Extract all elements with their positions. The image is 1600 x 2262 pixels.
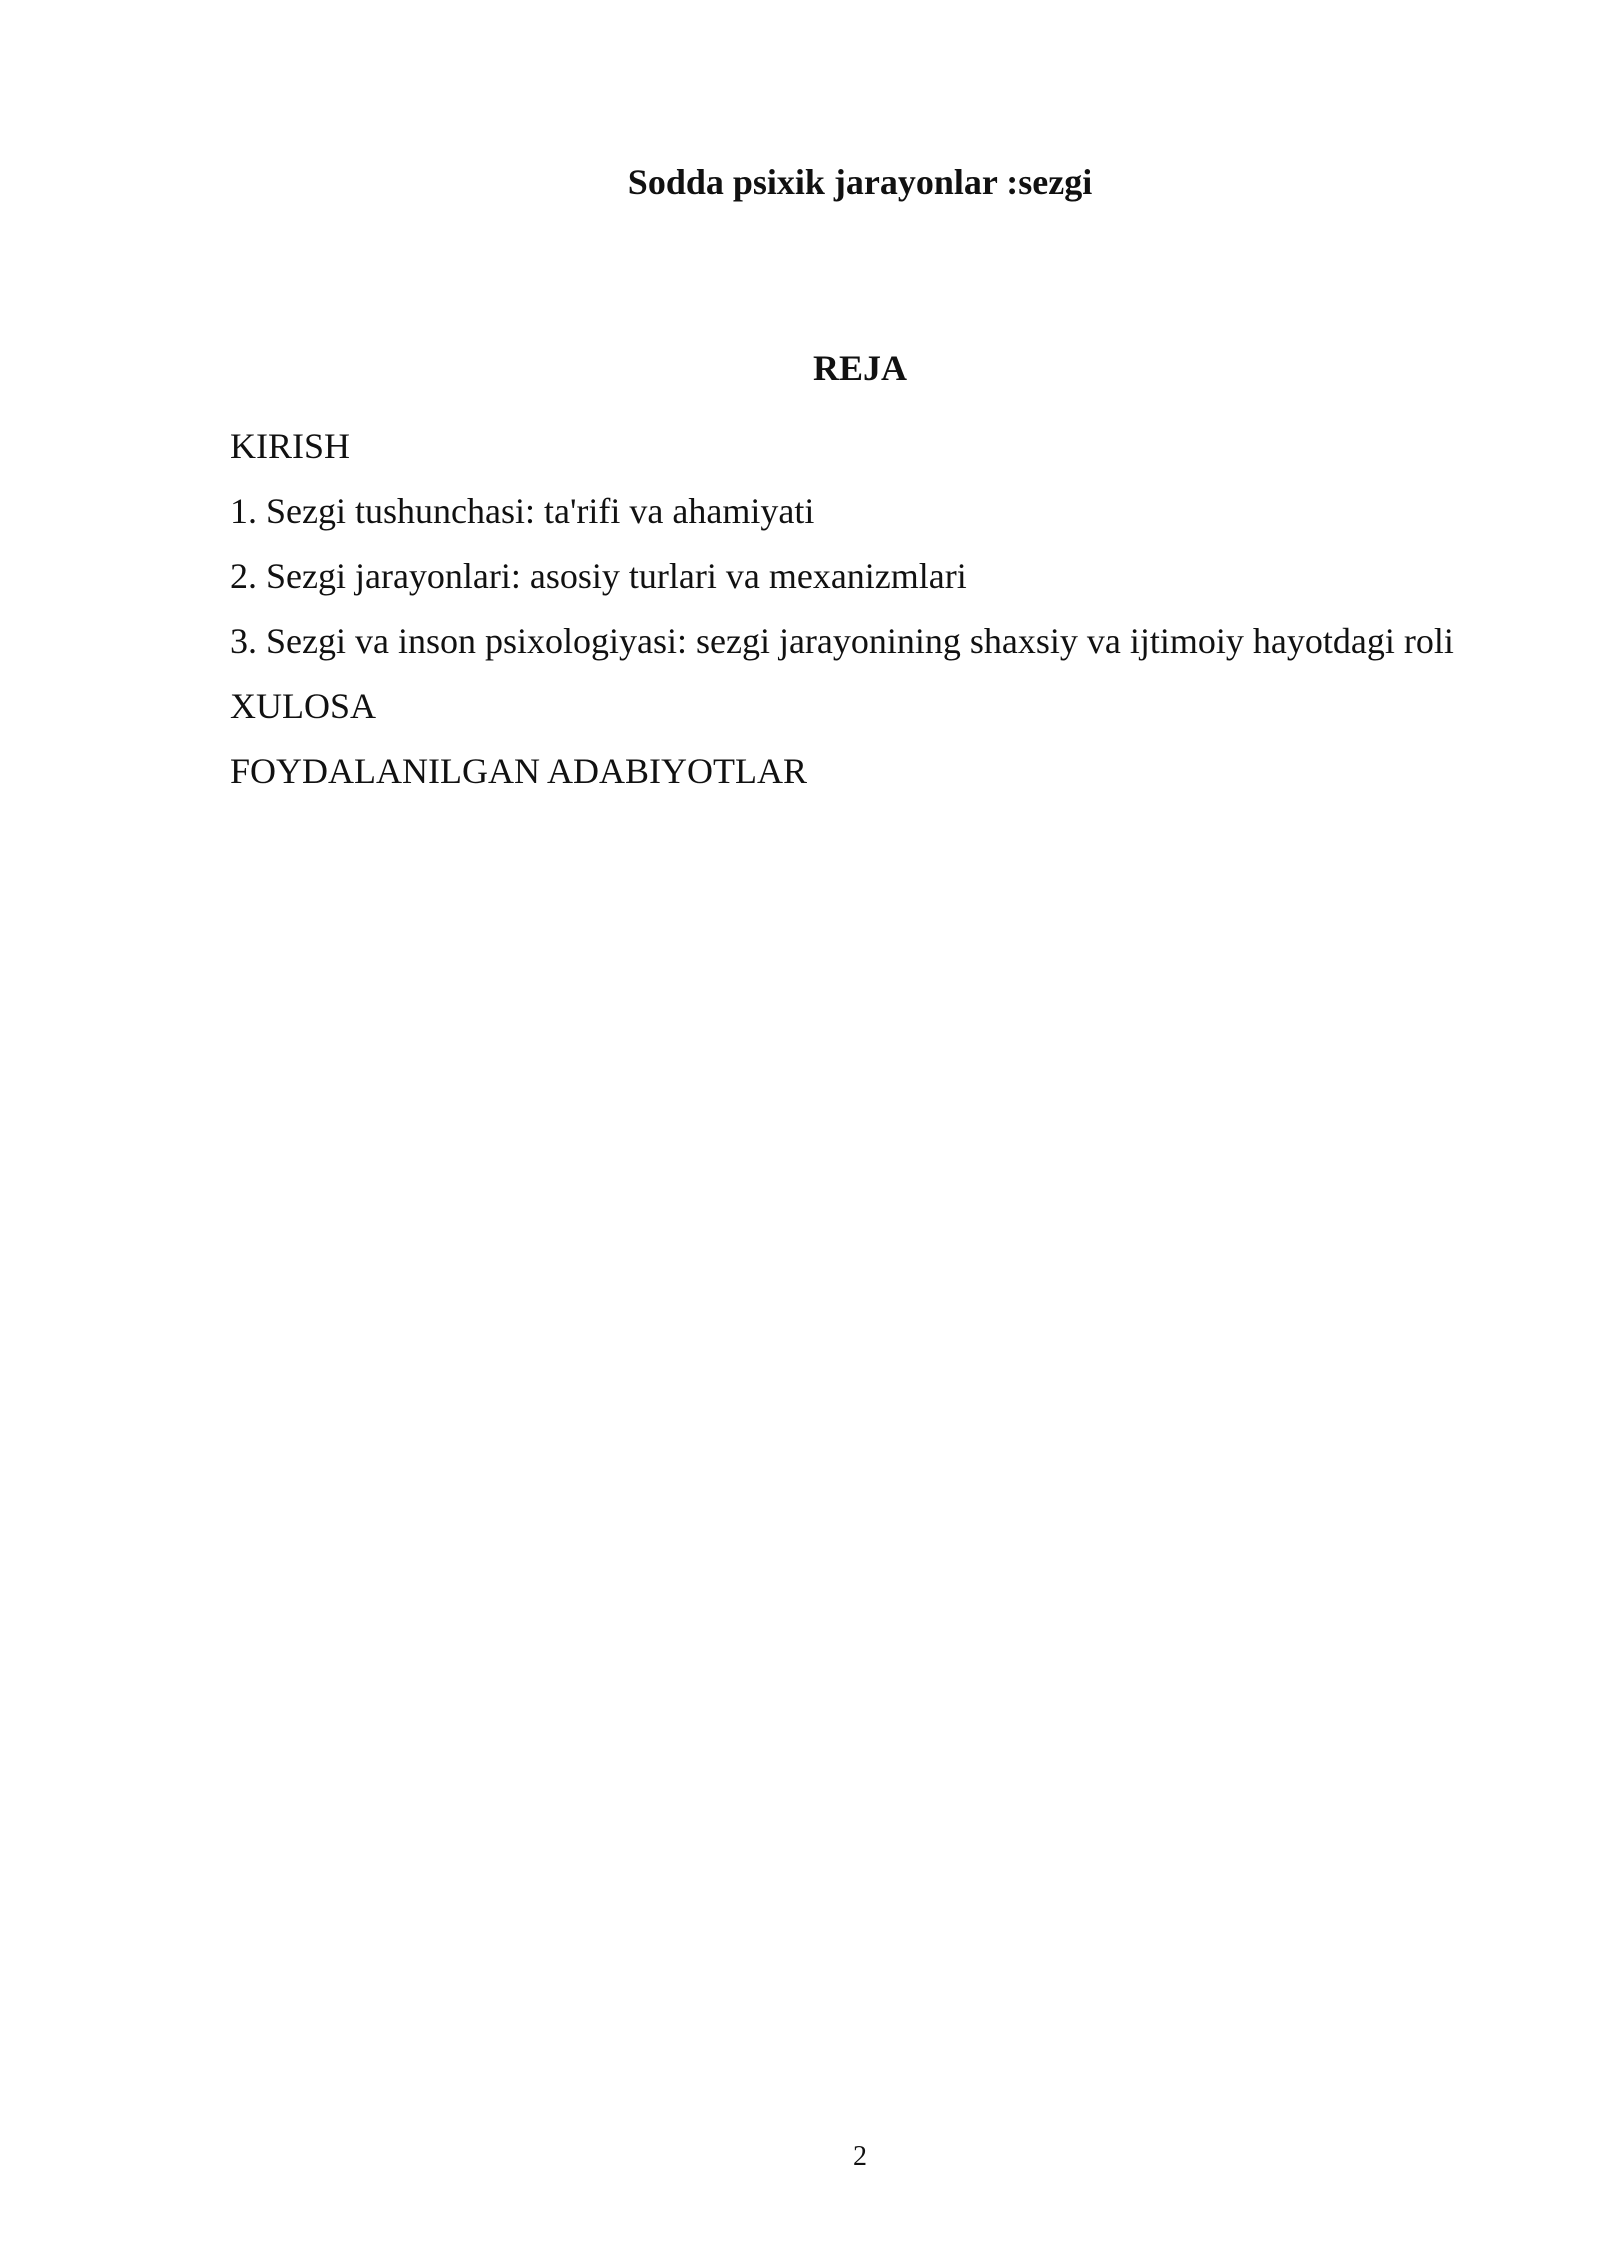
plan-heading: REJA <box>812 348 907 388</box>
plan-item-intro: KIRISH <box>230 426 351 466</box>
plan-item-3: 3. Sezgi va inson psixologiyasi: sezgi jarayonining shaxsiy va ijtimoiy hayotdagi roli <box>230 621 1454 661</box>
plan-item-2: 2. Sezgi jarayonlari: asosiy turlari va mexanizmlari <box>230 556 967 596</box>
page-number: 2 <box>853 2141 867 2172</box>
plan-item-1: 1. Sezgi tushunchasi: ta'rifi va ahamiyati <box>230 491 815 531</box>
document-title: Sodda psixik jarayonlar :sezgi <box>627 162 1093 202</box>
plan-item-conclusion: XULOSA <box>230 686 377 726</box>
plan-list <box>230 418 1470 808</box>
plan-item-references: FOYDALANILGAN ADABIYOTLAR <box>230 751 807 791</box>
